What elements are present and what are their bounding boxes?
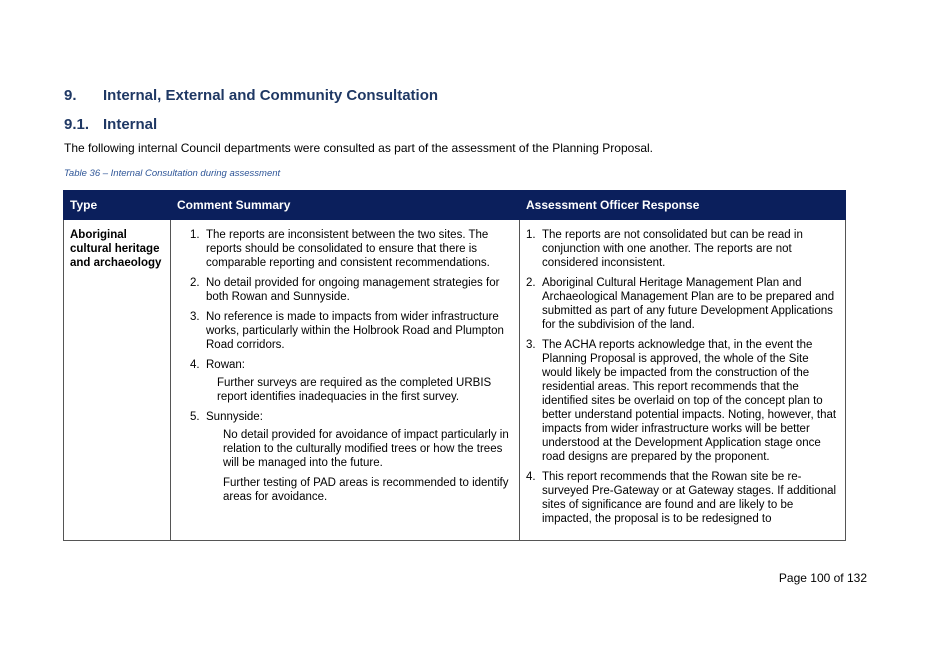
list-item: 3. No reference is made to impacts from wider infrastructure works, particularly within the Holbrook Road and Plumpton Road corridors. <box>190 311 504 351</box>
section-heading <box>64 87 438 104</box>
list-item: 3. The ACHA reports acknowledge that, in the event the Planning Proposal is approved, the whole of the Site would likely be impacted from the construction of the residential areas. This report recommends that the identified sites be overlaid on top of the concept plan to better understand potential impacts. Noting, however, that impacts from wider infrastructure works will be better understood at the Development Application stage once road designs are prepared by the proponent. <box>526 339 837 463</box>
bullet-placeholder-icon <box>216 428 223 470</box>
list-item: 5. Sunnyside: <box>190 411 263 423</box>
cell-officer-response <box>520 220 846 541</box>
table-caption: Table 36 – Internal Consultation during assessment <box>64 168 281 179</box>
sub-bullet-item: Further testing of PAD areas is recommended to identify areas for avoidance. <box>216 476 513 504</box>
subsection-title: Internal <box>103 116 158 133</box>
consultation-table <box>63 190 846 541</box>
sub-bullet-item: Further surveys are required as the completed URBIS report identifies inadequacies in the first survey. <box>203 376 513 404</box>
response-list <box>526 228 839 526</box>
cell-type: Aboriginal cultural heritage and archaeology <box>64 220 171 541</box>
subsection-number: 9.1. <box>64 116 90 133</box>
page-number: Page 100 of 132 <box>778 571 867 585</box>
intro-paragraph: The following internal Council departments were consulted as part of the assessment of the Planning Proposal. <box>64 141 653 155</box>
table-row <box>64 220 846 541</box>
comment-list <box>177 228 513 504</box>
list-item: 1. The reports are not consolidated but can be read in conjunction with one another. The reports are not considered inconsistent. <box>526 229 803 269</box>
cell-comment-summary <box>171 220 520 541</box>
table-header-row <box>64 191 846 220</box>
header-comment-summary: Comment Summary <box>171 191 520 220</box>
section-number: 9. <box>64 87 77 104</box>
bullet-placeholder-icon <box>203 376 217 404</box>
list-item: 4. This report recommends that the Rowan site be re-surveyed Pre-Gateway or at Gateway stages. If additional sites of significance are found and are likely to be impacted, the proposal is to be redesigned to <box>526 471 837 525</box>
list-item: 4. Rowan: <box>190 359 245 371</box>
subsection-heading <box>64 116 157 133</box>
bullet-placeholder-icon <box>216 476 223 504</box>
list-item: 2. Aboriginal Cultural Heritage Management Plan and Archaeological Management Plan are to be prepared and submitted as part of any future Development Applications for the subdivision of the land. <box>526 277 835 331</box>
section-title: Internal, External and Community Consultation <box>103 87 439 104</box>
list-item: 1. The reports are inconsistent between the two sites. The reports should be consolidated to ensure that there is comparable reporting and consistent recommendations. <box>190 229 490 269</box>
sub-bullet-item: No detail provided for avoidance of impact particularly in relation to the culturally modified trees or how the trees will be managed into the future. <box>216 428 513 470</box>
header-type: Type <box>64 191 171 220</box>
header-officer-response: Assessment Officer Response <box>520 191 846 220</box>
list-item: 2. No detail provided for ongoing management strategies for both Rowan and Sunnyside. <box>190 277 500 303</box>
